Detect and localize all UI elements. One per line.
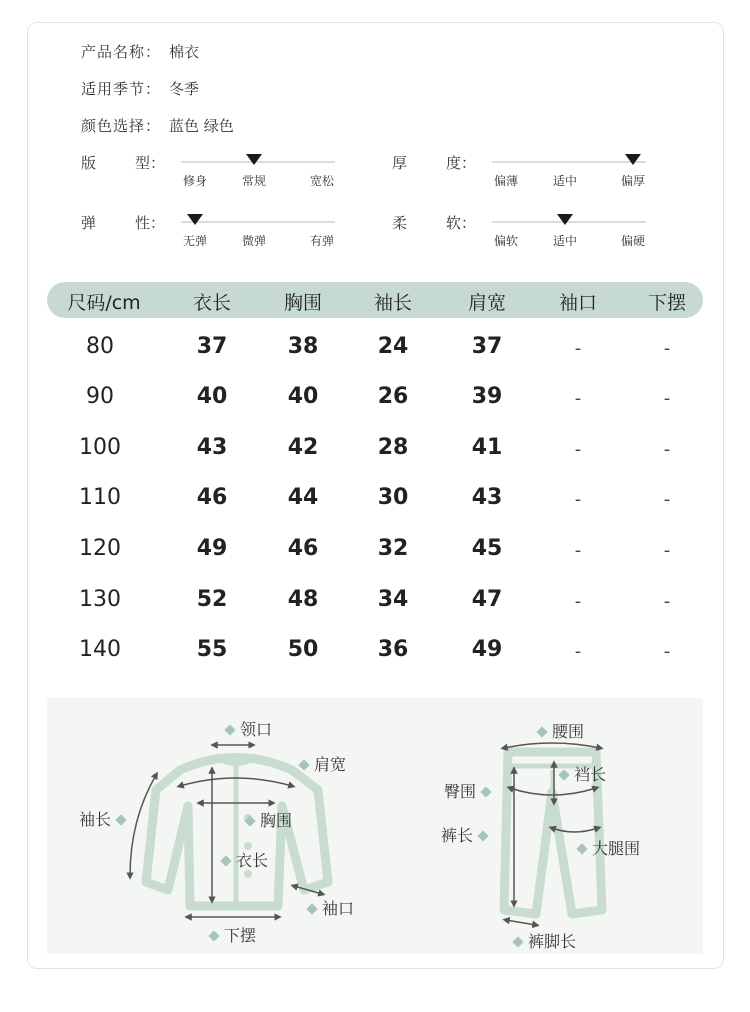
season-label: 适用季节： (81, 80, 162, 98)
measurement-cell: - (574, 338, 582, 359)
size-cell: 80 (86, 334, 114, 359)
measurement-cell: 48 (287, 587, 319, 612)
label-leg-opening: 裤脚长 (508, 929, 576, 952)
measurement-cell: 55 (196, 637, 228, 662)
size-table-header-cell: 肩宽 (467, 292, 507, 314)
size-table-header-cell: 下摆 (647, 292, 687, 314)
diamond-icon (224, 724, 235, 735)
label-chest: 胸围 (240, 808, 292, 831)
label-hip: 臀围 (444, 779, 496, 802)
product-name-label: 产品名称： (81, 43, 162, 61)
measurement-cell: 43 (196, 435, 228, 460)
measurement-cell: - (574, 388, 582, 409)
measurement-cell: 24 (377, 334, 409, 359)
measurement-cell: - (663, 489, 671, 510)
size-cell: 130 (79, 587, 121, 612)
measurement-cell: 45 (471, 536, 503, 561)
size-cell: 120 (79, 536, 121, 561)
label-thigh: 大腿围 (572, 836, 640, 859)
diamond-icon (477, 830, 488, 841)
diamond-icon (480, 786, 491, 797)
attr-elasticity-option: 微弹 (241, 234, 267, 248)
color-value: 蓝色 绿色 (169, 117, 234, 135)
size-cell: 110 (79, 485, 121, 510)
color-label: 颜色选择： (81, 117, 162, 135)
measurement-cell: 34 (377, 587, 409, 612)
label-sleeve: 袖长 (79, 807, 131, 830)
diamond-icon (512, 936, 523, 947)
attr-elasticity-option: 无弹 (182, 234, 208, 248)
diamond-icon (244, 815, 255, 826)
product-name-value: 棉衣 (169, 43, 200, 61)
size-table-header-cell: 胸围 (283, 292, 323, 314)
attr-elasticity-label: 弹 性： (81, 214, 166, 232)
measurement-cell: - (574, 591, 582, 612)
measurement-cell: 46 (196, 485, 228, 510)
measurement-cell: 50 (287, 637, 319, 662)
measurement-cell: 28 (377, 435, 409, 460)
measurement-cell: 40 (196, 384, 228, 409)
diamond-icon (208, 930, 219, 941)
attr-thickness-option: 偏薄 (493, 174, 519, 188)
diamond-icon (558, 769, 569, 780)
attr-fit-label: 版 型： (81, 154, 166, 172)
diamond-icon (298, 759, 309, 770)
attr-softness-option: 适中 (552, 234, 578, 248)
attr-thickness-option: 适中 (552, 174, 578, 188)
measurement-cell: - (663, 338, 671, 359)
measurement-cell: 46 (287, 536, 319, 561)
diamond-icon (536, 726, 547, 737)
attr-thickness-label: 厚 度： (392, 154, 477, 172)
measurement-cell: 49 (196, 536, 228, 561)
attr-fit-option: 宽松 (309, 174, 335, 188)
attr-elasticity-option: 有弹 (309, 234, 335, 248)
measurement-cell: - (663, 641, 671, 662)
attr-softness-option: 偏硬 (620, 234, 646, 248)
measurement-cell: 44 (287, 485, 319, 510)
diamond-icon (115, 814, 126, 825)
size-table-header-cell: 袖长 (373, 292, 413, 314)
attr-fit-option: 修身 (182, 174, 208, 188)
measurement-cell: 39 (471, 384, 503, 409)
diamond-icon (220, 855, 231, 866)
attr-softness-option: 偏软 (493, 234, 519, 248)
label-cuff: 袖口 (302, 896, 354, 919)
diamond-icon (306, 903, 317, 914)
measurement-cell: 49 (471, 637, 503, 662)
measurement-cell: 38 (287, 334, 319, 359)
season-value: 冬季 (169, 80, 200, 98)
attr-fit-option: 常规 (241, 174, 267, 188)
measurement-cell: 47 (471, 587, 503, 612)
measurement-cell: - (574, 439, 582, 460)
diamond-icon (576, 843, 587, 854)
label-pants-length: 裤长 (441, 823, 493, 846)
label-length: 衣长 (216, 848, 268, 871)
size-table-header-cell: 袖口 (558, 292, 598, 314)
measurement-cell: 37 (196, 334, 228, 359)
size-cell: 90 (86, 384, 114, 409)
measurement-cell: - (663, 439, 671, 460)
measurement-cell: - (574, 641, 582, 662)
measurement-cell: - (574, 489, 582, 510)
measurement-cell: 42 (287, 435, 319, 460)
measurement-cell: 32 (377, 536, 409, 561)
measurement-cell: 30 (377, 485, 409, 510)
size-table-header-cell: 衣长 (192, 292, 232, 314)
attr-softness-label: 柔 软： (392, 214, 477, 232)
label-rise: 裆长 (554, 762, 606, 785)
attr-thickness-option: 偏厚 (620, 174, 646, 188)
size-cell: 100 (79, 435, 121, 460)
size-cell: 140 (79, 637, 121, 662)
measurement-cell: 37 (471, 334, 503, 359)
measurement-cell: - (574, 540, 582, 561)
measurement-cell: 41 (471, 435, 503, 460)
measurement-cell: 52 (196, 587, 228, 612)
label-waist: 腰围 (532, 719, 584, 742)
size-table-header-cell: 尺码/cm (67, 292, 141, 314)
measurement-cell: 43 (471, 485, 503, 510)
label-hem: 下摆 (204, 923, 256, 946)
measurement-cell: 36 (377, 637, 409, 662)
measurement-cell: - (663, 591, 671, 612)
measurement-cell: 40 (287, 384, 319, 409)
measurement-cell: - (663, 540, 671, 561)
label-collar: 领口 (220, 717, 272, 740)
measurement-cell: - (663, 388, 671, 409)
measurement-cell: 26 (377, 384, 409, 409)
label-shoulder: 肩宽 (294, 752, 346, 775)
